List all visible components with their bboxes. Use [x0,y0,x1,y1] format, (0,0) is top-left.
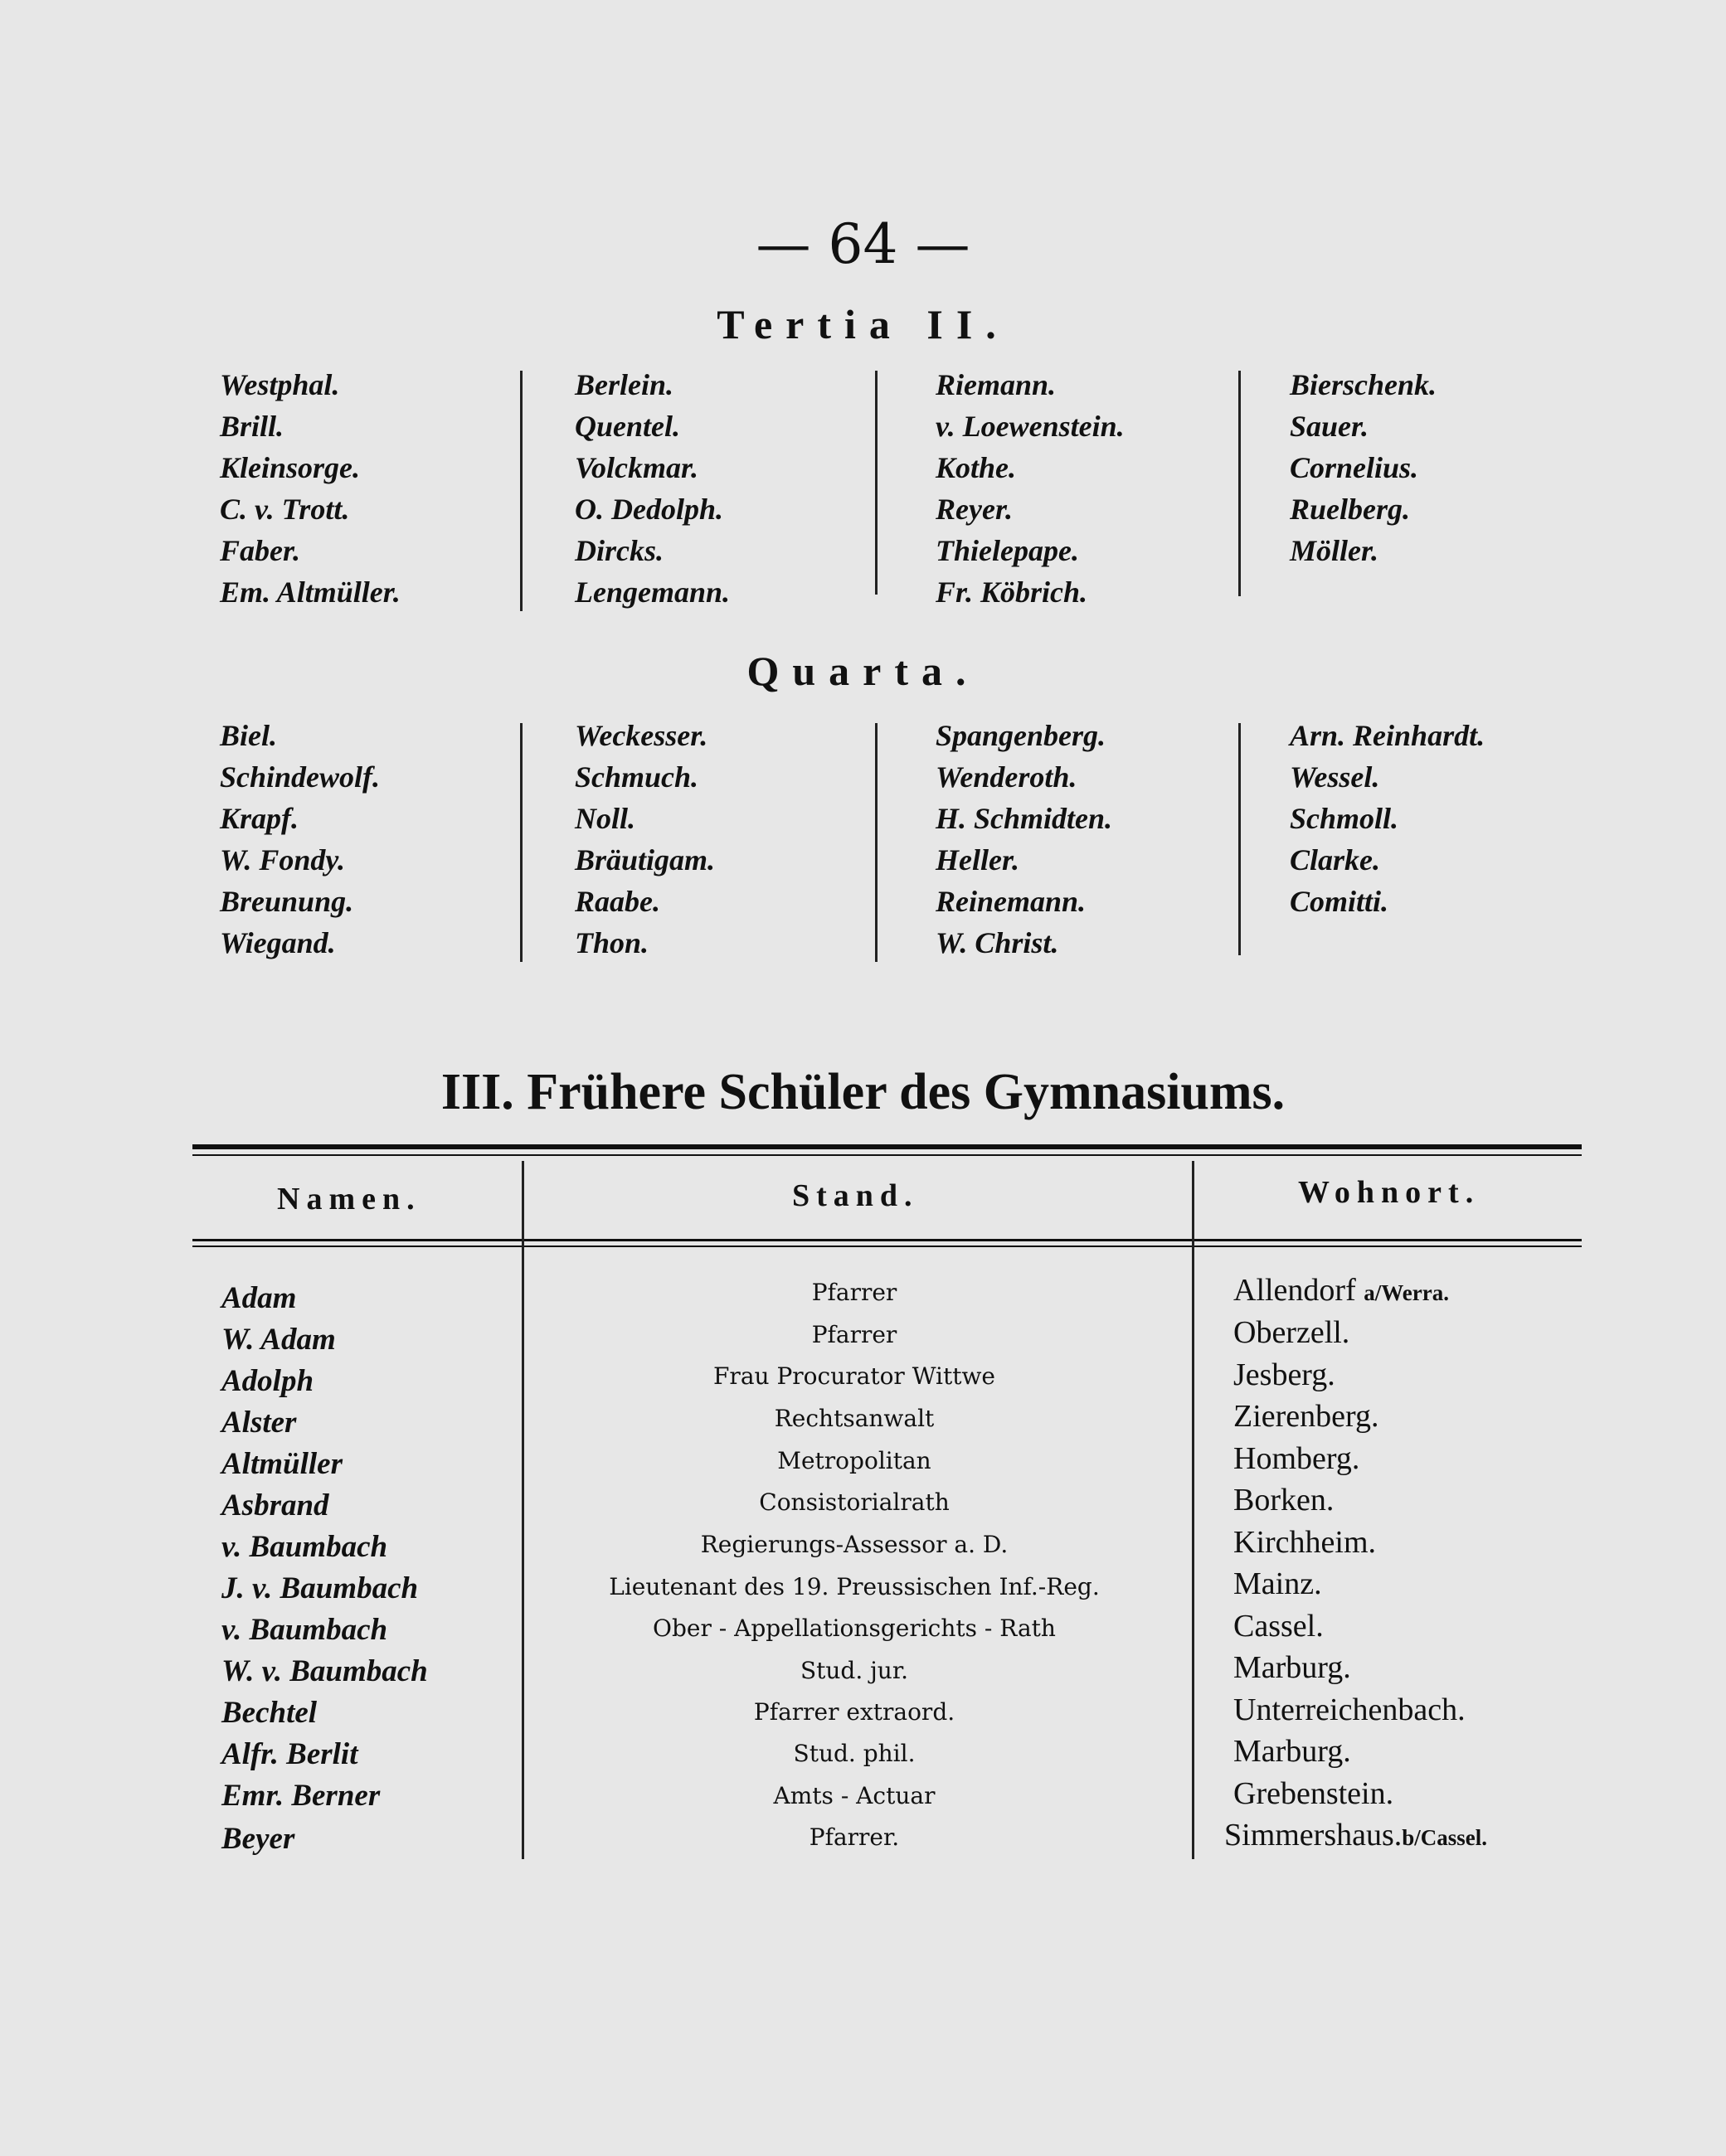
student-wohnort: Simmershaus.b/Cassel. [1224,1818,1488,1853]
quarta-name: Comitti. [1290,885,1389,918]
quarta-name: H. Schmidten. [936,802,1113,835]
tertia-name: Volckmar. [575,451,699,484]
student-name: Alfr. Berlit [221,1737,358,1771]
student-wohnort: Oberzell. [1233,1315,1350,1350]
quarta-name: Breunung. [220,885,354,918]
column-divider [875,371,878,595]
tertia-name: Berlein. [575,368,674,401]
student-wohnort: Jesberg. [1233,1357,1335,1392]
student-stand: Pfarrer [811,1279,897,1306]
quarta-name: Heller. [936,843,1019,876]
column-divider [1238,371,1241,596]
quarta-name: Schmoll. [1290,802,1399,835]
quarta-name: Krapf. [220,802,299,835]
tertia-name: Thielepape. [936,534,1079,567]
tertia-name: v. Loewenstein. [936,410,1125,443]
student-stand: Ober - Appellationsgerichts - Rath [653,1615,1056,1642]
tertia-name: Cornelius. [1290,451,1419,484]
tertia-name: Westphal. [220,368,340,401]
header-names: Namen. [277,1182,421,1216]
section-title: III. Frühere Schüler des Gymnasiums. [440,1064,1286,1120]
page-number: — 64 — [756,212,970,276]
quarta-name: Noll. [575,802,636,835]
student-wohnort: Zierenberg. [1233,1399,1379,1434]
tertia-name: Reyer. [936,493,1013,526]
quarta-name: W. Christ. [936,926,1059,959]
student-wohnort: Marburg. [1233,1650,1351,1685]
student-stand: Pfarrer. [809,1823,900,1851]
student-wohnort: Homberg. [1233,1441,1360,1476]
student-name: Adam [221,1281,297,1315]
header-wohnort: Wohnort. [1298,1175,1480,1210]
student-stand: Metropolitan [777,1447,931,1474]
quarta-name: Clarke. [1290,843,1381,876]
quarta-name: Schmuch. [575,760,699,794]
tertia-name: Möller. [1290,534,1379,567]
quarta-name: Bräutigam. [575,843,716,876]
student-wohnort: Cassel. [1233,1609,1324,1644]
tertia-name: C. v. Trott. [220,493,350,526]
student-stand: Regierungs-Assessor a. D. [700,1531,1009,1558]
column-divider [520,723,523,962]
table-top-rule-thin [192,1154,1582,1156]
student-name: Altmüller [221,1447,343,1481]
tertia-name: O. Dedolph. [575,493,723,526]
student-stand: Pfarrer extraord. [753,1698,955,1726]
student-name: v. Baumbach [221,1530,388,1564]
column-divider [520,371,523,611]
quarta-name: Wessel. [1290,760,1380,794]
header-stand: Stand. [792,1178,919,1213]
quarta-title: Quarta. [746,648,980,694]
tertia-name: Riemann. [936,368,1057,401]
tertia-name: Brill. [220,410,284,443]
tertia-name: Bierschenk. [1290,368,1437,401]
header-rule-thin [192,1246,1582,1247]
quarta-name: Reinemann. [936,885,1087,918]
quarta-name: Wiegand. [220,926,336,959]
tertia-name: Ruelberg. [1290,493,1411,526]
quarta-name: Spangenberg. [936,719,1106,752]
quarta-name: Wenderoth. [936,760,1077,794]
header-rule [192,1239,1582,1241]
quarta-name: Weckesser. [575,719,708,752]
tertia-name: Dircks. [575,534,664,567]
quarta-name: Schindewolf. [220,760,381,794]
tertia-name: Faber. [220,534,301,567]
tertia-name: Kleinsorge. [220,451,361,484]
tertia-name: Kothe. [936,451,1017,484]
student-stand: Stud. phil. [793,1740,916,1767]
table-top-rule [192,1144,1582,1149]
column-divider [1192,1161,1194,1859]
student-name: J. v. Baumbach [221,1571,419,1605]
student-name: Beyer [221,1822,295,1856]
tertia-name: Quentel. [575,410,681,443]
tertia-name: Sauer. [1290,410,1369,443]
student-stand: Lieutenant des 19. Preussischen Inf.-Reg. [609,1573,1100,1600]
student-name: Emr. Berner [221,1779,381,1813]
student-name: Asbrand [221,1488,329,1522]
student-stand: Consistorialrath [759,1488,950,1516]
student-wohnort: Unterreichenbach. [1233,1692,1466,1727]
student-wohnort: Kirchheim. [1233,1525,1377,1560]
student-name: Alster [221,1406,297,1440]
student-name: W. Adam [221,1323,336,1357]
column-divider [875,723,878,962]
student-name: Adolph [221,1364,314,1398]
student-name: Bechtel [221,1696,318,1730]
student-wohnort: Mainz. [1233,1566,1322,1601]
quarta-name: Thon. [575,926,649,959]
student-stand: Pfarrer [811,1321,897,1348]
student-stand: Frau Procurator Wittwe [713,1362,995,1390]
column-divider [1238,723,1241,955]
tertia-name: Em. Altmüller. [220,575,401,609]
quarta-name: Arn. Reinhardt. [1290,719,1485,752]
student-stand: Rechtsanwalt [774,1405,935,1432]
quarta-name: Biel. [220,719,277,752]
tertia-name: Fr. Köbrich. [936,575,1088,609]
quarta-name: Raabe. [575,885,660,918]
quarta-name: W. Fondy. [220,843,346,876]
tertia-name: Lengemann. [575,575,731,609]
student-stand: Stud. jur. [800,1657,909,1684]
student-name: W. v. Baumbach [221,1654,428,1688]
student-wohnort: Grebenstein. [1233,1776,1394,1811]
student-name: v. Baumbach [221,1613,388,1647]
student-wohnort: Allendorf a/Werra. [1233,1273,1449,1308]
student-stand: Amts - Actuar [773,1782,936,1809]
tertia-title: Tertia II. [717,301,1009,347]
student-wohnort: Borken. [1233,1483,1335,1517]
student-wohnort: Marburg. [1233,1734,1351,1769]
